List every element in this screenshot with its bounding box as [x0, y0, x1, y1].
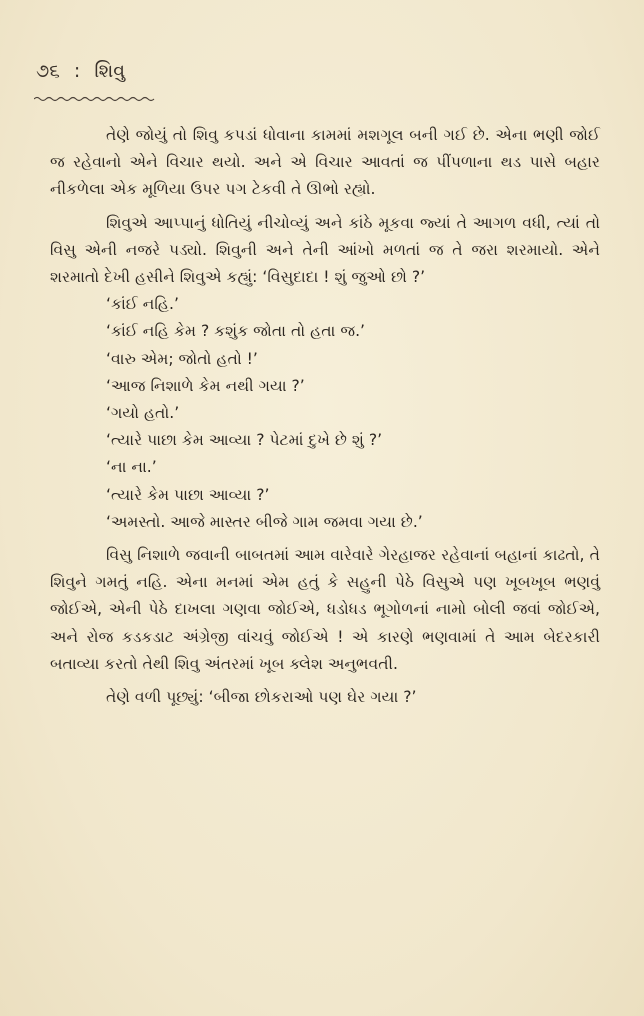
- dialogue-line: ‘ગયો હતો.’: [106, 404, 180, 423]
- dialogue-line: ‘ના ના.’: [106, 458, 157, 477]
- dialogue-line: ‘ત્યારે કેમ પાછા આવ્યા ?’: [106, 485, 270, 504]
- paragraph: વિસુ નિશાળે જવાની બાબતમાં આમ વારેવારે ગેરહાજર રહેવાનાં બહાનાં કાઢતો, તે શિવુને ગમતું નહિ. એના મનમાં એમ હતું કે સહુની પેઠે વિસુએ પણ ખૂબખૂબ ભણવું જોઈએ, એની પેઠે દાખલા ગણવા જોઈએ, ધડોધડ ભૂગોળનાં નામો બોલી જવાં જોઈએ, અને રોજ કડકડાટ અંગ્રેજી વાંચવું જોઈએ ! એ કારણે ભણવામાં તે આમ બેદરકારી બતાવ્યા કરતો તેથી શિવુ અંતરમાં ખૂબ ક્લેશ અનુભવતી.: [50, 546, 600, 673]
- header-wavy-rule: [34, 96, 156, 102]
- paragraph: તેણે વળી પૂછ્યું: ‘બીજા છોકરાઓ પણ ઘેર ગયા ?’: [106, 688, 417, 707]
- running-header: [36, 60, 125, 82]
- page-number: ૭૬: [36, 60, 60, 82]
- dialogue-line: ‘ત્યારે પાછા કેમ આવ્યા ? પેટમાં દુખે છે શું ?’: [106, 431, 383, 450]
- dialogue-line: ‘અમસ્તો. આજે માસ્તર બીજે ગામ જમવા ગયા છે.’: [106, 512, 423, 531]
- dialogue-line: ‘કાંઈ નહિ.’: [106, 295, 179, 314]
- dialogue-line: ‘આજ નિશાળે કેમ નથી ગયા ?’: [106, 376, 305, 395]
- header-separator: :: [73, 60, 81, 82]
- dialogue-line: ‘વારુ એમ; જોતો હતો !’: [106, 349, 258, 368]
- paragraph: શિવુએ આપ્પાનું ધોતિયું નીચોવ્યું અને કાંઠે મૂકવા જ્યાં તે આગળ વધી, ત્યાં તો વિસુ એની નજરે પડ્યો. શિવુની અને તેની આંખો મળતાં જ તે જરા શરમાયો. એને શરમાતો દેખી હસીને શિવુએ કહ્યું: ‘વિસુદાદા ! શું જુઓ છો ?’: [50, 213, 600, 287]
- chapter-title: શિવુ: [94, 60, 126, 82]
- dialogue-line: ‘કાંઈ નહિ કેમ ? કશુંક જોતા તો હતા જ.’: [106, 322, 366, 341]
- paragraph: તેણે જોયું તો શિવુ કપડાં ધોવાના કામમાં મશગૂલ બની ગઈ છે. એના ભણી જોઈ જ રહેવાનો એને વિચાર થયો. અને એ વિચાર આવતાં જ પીંપળાના થડ પાસે બહાર નીકળેલા એક મૂળિયા ઉપર પગ ટેકવી તે ઊભો રહ્યો.: [50, 126, 600, 199]
- body-text: [50, 122, 600, 711]
